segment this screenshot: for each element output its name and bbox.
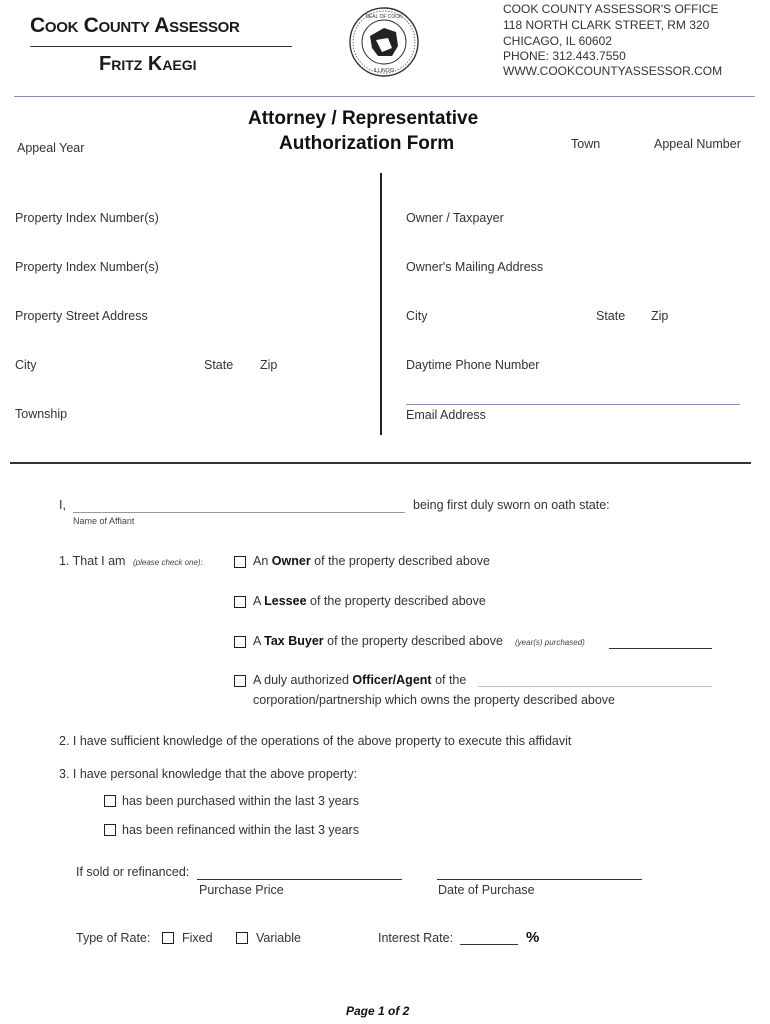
name-of-affiant-caption: Name of Affiant	[73, 516, 135, 526]
interest-rate-label: Interest Rate:	[378, 931, 454, 945]
property-state-label: State	[204, 358, 234, 372]
email-label: Email Address	[406, 408, 486, 422]
percent-sign: %	[526, 929, 540, 946]
owner-state-label: State	[596, 309, 626, 323]
variable-rate-checkbox[interactable]	[236, 932, 248, 944]
years-purchased-note: (year(s) purchased)	[515, 638, 585, 647]
refinanced-checkbox[interactable]	[104, 824, 116, 836]
owner-city-label: City	[406, 309, 428, 323]
tax-buyer-option-text: A Tax Buyer of the property described above	[253, 634, 503, 648]
office-city: CHICAGO, IL 60602	[503, 34, 612, 48]
county-seal-icon	[348, 6, 420, 78]
lessee-checkbox[interactable]	[234, 596, 246, 608]
header-divider	[14, 96, 755, 97]
purchase-date-field[interactable]	[437, 879, 642, 880]
item-1-note: (please check one):	[133, 558, 203, 567]
office-website[interactable]: WWW.COOKCOUNTYASSESSOR.COM	[503, 64, 723, 78]
lessee-option-text: A Lessee of the property described above	[253, 594, 486, 608]
pin-2-label: Property Index Number(s)	[15, 260, 159, 274]
section-divider	[10, 462, 751, 464]
tax-buyer-checkbox[interactable]	[234, 636, 246, 648]
owner-zip-label: Zip	[651, 309, 669, 323]
years-purchased-field[interactable]	[609, 648, 712, 649]
affiant-i-label: I,	[59, 498, 66, 512]
phone-label: Daytime Phone Number	[406, 358, 540, 372]
item-2-text: 2. I have sufficient knowledge of the operations of the above property to execute this affidavit	[59, 734, 572, 748]
interest-rate-field[interactable]	[460, 944, 518, 945]
property-street-label: Property Street Address	[15, 309, 148, 323]
purchase-price-label: Purchase Price	[199, 883, 284, 897]
org-name: Cook County Assessor	[30, 14, 240, 37]
officer-option-text: A duly authorized Officer/Agent of the	[253, 673, 467, 687]
town-label: Town	[571, 137, 601, 151]
purchased-checkbox[interactable]	[104, 795, 116, 807]
owner-checkbox[interactable]	[234, 556, 246, 568]
item-3-text: 3. I have personal knowledge that the above property:	[59, 767, 358, 781]
officer-checkbox[interactable]	[234, 675, 246, 687]
office-phone: PHONE: 312.443.7550	[503, 49, 626, 63]
property-city-label: City	[15, 358, 37, 372]
office-street: 118 NORTH CLARK STREET, RM 320	[503, 18, 710, 32]
purchased-label: has been purchased within the last 3 years	[122, 794, 359, 808]
form-title: Attorney / Representative	[248, 108, 479, 129]
variable-rate-label: Variable	[256, 931, 301, 945]
owner-label: Owner / Taxpayer	[406, 211, 504, 225]
property-zip-label: Zip	[260, 358, 278, 372]
purchase-price-field[interactable]	[197, 879, 402, 880]
corporation-name-field[interactable]	[478, 686, 712, 687]
appeal-number-label: Appeal Number	[654, 137, 741, 151]
mailing-address-label: Owner's Mailing Address	[406, 260, 544, 274]
officer-option-line2: corporation/partnership which owns the property described above	[253, 693, 616, 707]
if-sold-label: If sold or refinanced:	[76, 865, 190, 879]
township-label: Township	[15, 407, 68, 421]
affiant-name-field[interactable]	[73, 512, 405, 513]
email-field[interactable]	[406, 404, 740, 405]
item-1-label: 1. That I am	[59, 554, 126, 568]
type-of-rate-label: Type of Rate:	[76, 931, 151, 945]
appeal-year-label: Appeal Year	[17, 141, 85, 155]
sworn-statement: being first duly sworn on oath state:	[413, 498, 610, 512]
svg-text:SEAL OF COOK: SEAL OF COOK	[365, 14, 403, 20]
fixed-rate-checkbox[interactable]	[162, 932, 174, 944]
owner-option-text: An Owner of the property described above	[253, 554, 490, 568]
column-divider	[380, 173, 382, 435]
form-subtitle: Authorization Form	[279, 133, 455, 154]
svg-text:ILLINOIS: ILLINOIS	[373, 68, 395, 74]
office-name: COOK COUNTY ASSESSOR'S OFFICE	[503, 2, 719, 16]
purchase-date-label: Date of Purchase	[438, 883, 535, 897]
page-number: Page 1 of 2	[346, 1004, 410, 1018]
header-rule	[30, 46, 292, 47]
pin-1-label: Property Index Number(s)	[15, 211, 159, 225]
refinanced-label: has been refinanced within the last 3 years	[122, 823, 359, 837]
fixed-rate-label: Fixed	[182, 931, 213, 945]
assessor-name: Fritz Kaegi	[99, 53, 197, 75]
